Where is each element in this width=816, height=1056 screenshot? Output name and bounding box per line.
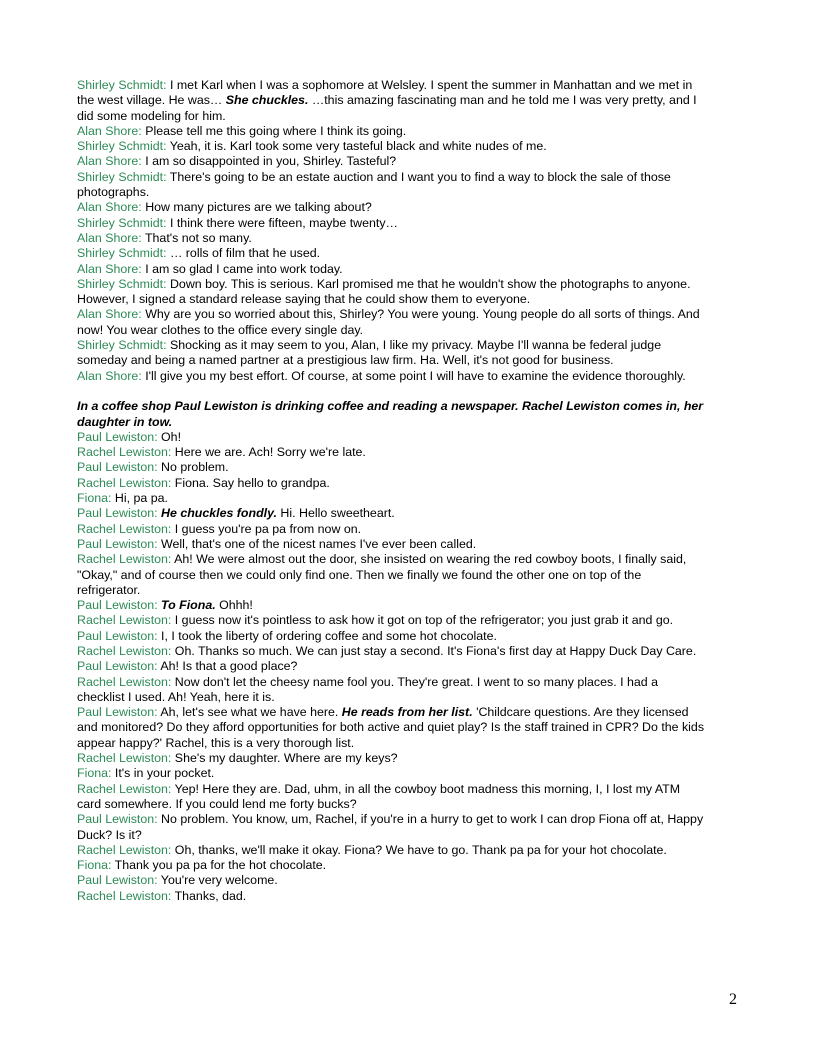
dialogue-text: Oh, thanks, we'll make it okay. Fiona? We have to go. Thank pa pa for your hot chocolate. — [171, 842, 667, 857]
dialogue-text: Well, that's one of the nicest names I've ever been called. — [157, 536, 477, 551]
speaker-name: Rachel Lewiston: — [77, 521, 172, 536]
dialogue-line — [77, 231, 707, 246]
dialogue-line — [77, 506, 707, 521]
speaker-name: Shirley Schmidt: — [77, 338, 167, 353]
speaker-name: Paul Lewiston: — [77, 506, 158, 521]
dialogue-text: I think there were fifteen, maybe twenty… — [166, 215, 398, 230]
speaker-name: Paul Lewiston: — [77, 429, 158, 444]
speaker-name: Fiona: — [77, 491, 112, 506]
speaker-name: Rachel Lewiston: — [77, 888, 172, 903]
page-number: 2 — [729, 991, 737, 1008]
dialogue-text: 'Childcare questions. Are they licensed and monitored? Do they afford opportunities for both active and quiet play? Is the staff trained in CPR? Do the kids appear happy?' Rachel, this is a very thorough list. — [77, 705, 705, 750]
dialogue-line — [77, 613, 707, 628]
dialogue-line — [77, 430, 707, 445]
speaker-name: Rachel Lewiston: — [77, 445, 172, 460]
speaker-name: Shirley Schmidt: — [77, 169, 167, 184]
dialogue-text: Why are you so worried about this, Shirley? You were young. Young people do all sorts of things. And now! You wear clothes to the office every single day. — [77, 307, 700, 337]
dialogue-line — [77, 522, 707, 537]
speaker-name: Shirley Schmidt: — [77, 78, 167, 92]
dialogue-text: It's in your pocket. — [111, 766, 215, 781]
dialogue-text: …this amazing fascinating man and he told me I was very pretty, and I did some modeling for him. — [77, 93, 697, 123]
dialogue-text: How many pictures are we talking about? — [141, 200, 372, 215]
dialogue-line — [77, 659, 707, 674]
dialogue-text: I am so glad I came into work today. — [141, 261, 343, 276]
dialogue-text: Hi. Hello sweetheart. — [276, 506, 395, 521]
dialogue-line — [77, 262, 707, 277]
stage-direction: She chuckles. — [225, 93, 309, 108]
speaker-name: Shirley Schmidt: — [77, 246, 167, 261]
speaker-name: Paul Lewiston: — [77, 659, 158, 674]
speaker-name: Paul Lewiston: — [77, 705, 158, 720]
speaker-name: Paul Lewiston: — [77, 598, 158, 613]
dialogue-text: Ah! We were almost out the door, she insisted on wearing the red cowboy boots, I finally said, "Okay," and of course then we could only find one. Then we finally we found the other one on top of the refrigerator. — [77, 552, 687, 597]
dialogue-line — [77, 873, 707, 888]
dialogue-line — [77, 858, 707, 873]
dialogue-text: Ah! Is that a good place? — [157, 659, 298, 674]
dialogue-text: That's not so many. — [141, 230, 252, 245]
dialogue-text: Oh. Thanks so much. We can just stay a second. It's Fiona's first day at Happy Duck Day Care. — [171, 643, 697, 658]
dialogue-line — [77, 445, 707, 460]
dialogue-line — [77, 766, 707, 781]
speaker-name: Alan Shore: — [77, 230, 142, 245]
dialogue-text: Oh! — [157, 429, 182, 444]
dialogue-text: I guess you're pa pa from now on. — [171, 521, 362, 536]
dialogue-line — [77, 369, 707, 384]
scene-description: In a coffee shop Paul Lewiston is drinking coffee and reading a newspaper. Rachel Lewiston comes in, her daughter in tow. — [77, 399, 704, 429]
dialogue-line — [77, 705, 707, 751]
dialogue-text: I'll give you my best effort. Of course, at some point I will have to examine the evidence thoroughly. — [141, 368, 686, 383]
speaker-name: Alan Shore: — [77, 261, 142, 276]
dialogue-text: I guess now it's pointless to ask how it got on top of the refrigerator; you just grab it and go. — [171, 613, 674, 628]
dialogue-line — [77, 751, 707, 766]
dialogue-line — [77, 675, 707, 706]
dialogue-text: … rolls of film that he used. — [166, 246, 321, 261]
speaker-name: Shirley Schmidt: — [77, 215, 167, 230]
speaker-name: Alan Shore: — [77, 200, 142, 215]
speaker-name: Fiona: — [77, 766, 112, 781]
dialogue-text: No problem. — [157, 460, 229, 475]
speaker-name: Alan Shore: — [77, 154, 142, 169]
dialogue-line — [77, 216, 707, 231]
dialogue-text: Hi, pa pa. — [111, 491, 168, 506]
dialogue-text: She's my daughter. Where are my keys? — [171, 751, 398, 766]
transcript — [77, 78, 707, 904]
dialogue-line — [77, 889, 707, 904]
speaker-name: Rachel Lewiston: — [77, 674, 172, 689]
paragraph-gap — [77, 384, 707, 399]
dialogue-text: I met Karl when I was a sophomore at Welsley. I spent the summer in Manhattan and we met in the west village. He was… — [77, 78, 693, 108]
dialogue-line — [77, 277, 707, 308]
speaker-name: Alan Shore: — [77, 307, 142, 322]
dialogue-text: Yeah, it is. Karl took some very tasteful black and white nudes of me. — [166, 139, 547, 154]
dialogue-line — [77, 552, 707, 598]
dialogue-text: Please tell me this going where I think its going. — [141, 123, 407, 138]
speaker-name: Paul Lewiston: — [77, 628, 158, 643]
speaker-name: Paul Lewiston: — [77, 812, 158, 827]
speaker-name: Paul Lewiston: — [77, 873, 158, 888]
dialogue-text: Thank you pa pa for the hot chocolate. — [111, 858, 327, 873]
dialogue-text: Now don't let the cheesy name fool you. They're great. I went to so many places. I had a checklist I used. Ah! Yeah, here it is. — [77, 674, 658, 704]
speaker-name: Rachel Lewiston: — [77, 842, 172, 857]
dialogue-line — [77, 537, 707, 552]
speaker-name: Alan Shore: — [77, 368, 142, 383]
dialogue-block-coffee-shop — [77, 430, 707, 904]
dialogue-line — [77, 200, 707, 215]
speaker-name: Rachel Lewiston: — [77, 751, 172, 766]
speaker-name: Paul Lewiston: — [77, 536, 158, 551]
dialogue-text: There's going to be an estate auction and I want you to find a way to block the sale of those photographs. — [77, 169, 671, 200]
dialogue-line — [77, 338, 707, 369]
dialogue-line — [77, 78, 707, 124]
dialogue-line — [77, 843, 707, 858]
dialogue-text: Thanks, dad. — [171, 888, 247, 903]
dialogue-line — [77, 170, 707, 201]
stage-direction: He chuckles fondly. — [161, 506, 277, 521]
dialogue-text: Yep! Here they are. Dad, uhm, in all the cowboy boot madness this morning, I, I lost my ATM card somewhere. If you could lend me forty bucks? — [77, 781, 681, 811]
speaker-name: Shirley Schmidt: — [77, 276, 167, 291]
dialogue-line — [77, 307, 707, 338]
dialogue-text: Down boy. This is serious. Karl promised me that he wouldn't show the photographs to anyone. However, I signed a standard release saying that he could show them to everyone. — [77, 276, 691, 307]
stage-direction: He reads from her list. — [341, 705, 473, 720]
speaker-name: Shirley Schmidt: — [77, 139, 167, 154]
speaker-name: Alan Shore: — [77, 123, 142, 138]
stage-direction: To Fiona. — [161, 598, 216, 613]
speaker-name: Fiona: — [77, 858, 112, 873]
dialogue-text: Ohhh! — [215, 598, 253, 613]
dialogue-text: Here we are. Ach! Sorry we're late. — [171, 445, 366, 460]
dialogue-line — [77, 154, 707, 169]
speaker-name: Rachel Lewiston: — [77, 643, 172, 658]
dialogue-line — [77, 782, 707, 813]
dialogue-text: Shocking as it may seem to you, Alan, I like my privacy. Maybe I'll wanna be federal judge someday and being a named partner at a prestigious law firm. Ha. Well, it's not good for business. — [77, 338, 662, 368]
dialogue-text: Ah, let's see what we have here. — [157, 705, 342, 720]
speaker-name: Rachel Lewiston: — [77, 613, 172, 628]
dialogue-line — [77, 644, 707, 659]
dialogue-line — [77, 629, 707, 644]
dialogue-text: Fiona. Say hello to grandpa. — [171, 475, 330, 490]
dialogue-line — [77, 598, 707, 613]
dialogue-text: I, I took the liberty of ordering coffee and some hot chocolate. — [157, 628, 497, 643]
dialogue-line — [77, 139, 707, 154]
speaker-name: Paul Lewiston: — [77, 460, 158, 475]
speaker-name: Rachel Lewiston: — [77, 552, 172, 567]
dialogue-block-office — [77, 78, 707, 384]
dialogue-text: You're very welcome. — [157, 873, 278, 888]
dialogue-line — [77, 124, 707, 139]
dialogue-text: I am so disappointed in you, Shirley. Tasteful? — [141, 154, 397, 169]
dialogue-line — [77, 460, 707, 475]
dialogue-line — [77, 476, 707, 491]
dialogue-line — [77, 812, 707, 843]
dialogue-line — [77, 246, 707, 261]
dialogue-line — [77, 491, 707, 506]
speaker-name: Rachel Lewiston: — [77, 781, 172, 796]
speaker-name: Rachel Lewiston: — [77, 475, 172, 490]
dialogue-text: No problem. You know, um, Rachel, if you're in a hurry to get to work I can drop Fiona off at, Happy Duck? Is it? — [77, 812, 704, 842]
